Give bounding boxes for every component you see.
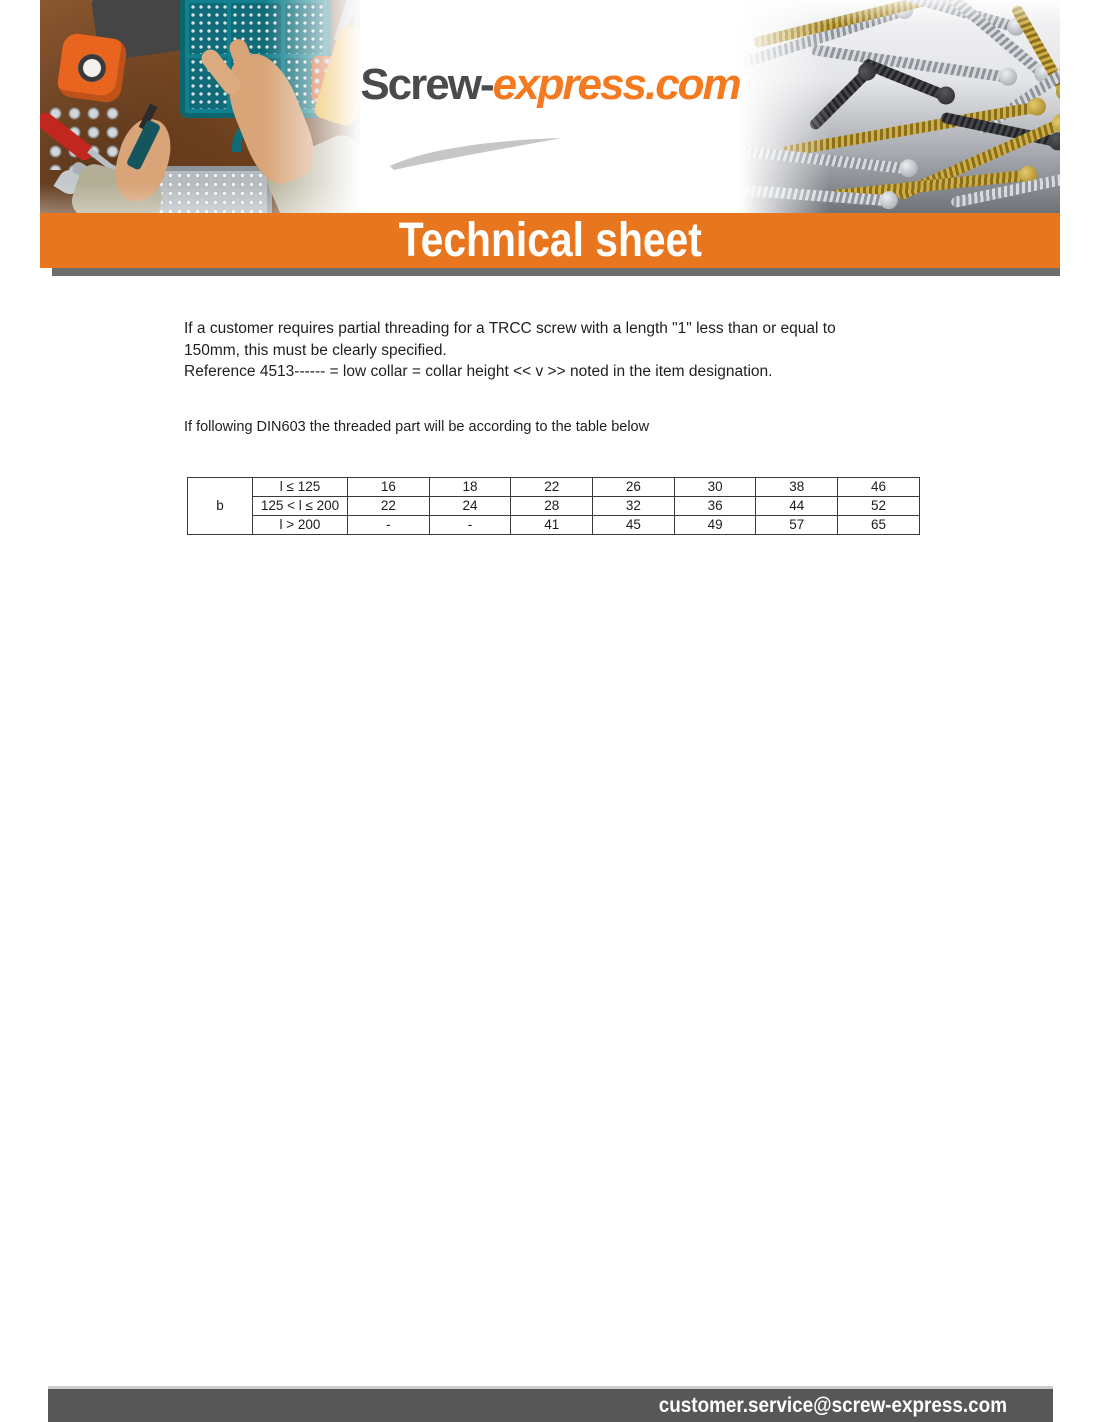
customer-service-email: customer.service@screw-express.com	[658, 1394, 1007, 1417]
value-cell: 57	[756, 516, 838, 535]
table-row	[188, 516, 920, 535]
condition-cell: l ≤ 125	[253, 478, 348, 497]
screw	[950, 171, 1060, 209]
organizer-handle	[232, 118, 290, 152]
footer-bar	[48, 1389, 1053, 1422]
banner-shadow	[52, 268, 1060, 276]
intro-line-3: Reference 4513------ = low collar = collar height << v >> noted in the item designation.	[184, 363, 773, 380]
screw	[940, 112, 1060, 148]
logo-part-orange: express.com	[492, 60, 740, 109]
value-cell: 24	[429, 497, 511, 516]
table-row	[188, 497, 920, 516]
right-hand	[216, 45, 325, 191]
screw	[740, 145, 910, 175]
screw-organizer-box	[180, 0, 332, 118]
value-cell: 52	[838, 497, 920, 516]
condition-cell: 125 < l ≤ 200	[253, 497, 348, 516]
brand-logo-text	[360, 60, 740, 110]
screw	[861, 58, 949, 102]
sleeve	[261, 129, 360, 213]
value-cell: 45	[593, 516, 675, 535]
intro-line-1: If a customer requires partial threading for a TRCC screw with a length "1" less than or equal to	[184, 320, 836, 337]
intro-line-2: 150mm, this must be clearly specified.	[184, 341, 447, 359]
table-row	[188, 478, 920, 497]
screw	[1010, 3, 1060, 95]
value-cell: 30	[674, 478, 756, 497]
screw	[896, 118, 1060, 201]
value-cell: 46	[838, 478, 920, 497]
screwdriver	[40, 109, 96, 163]
screw	[740, 185, 890, 206]
screw-pile-photo	[740, 0, 1060, 213]
value-cell: 26	[593, 478, 675, 497]
screw-tray	[134, 166, 272, 213]
din603-note: If following DIN603 the threaded part will be according to the table below	[184, 419, 650, 435]
value-cell: 41	[511, 516, 593, 535]
small-parts-box	[312, 56, 356, 102]
screw	[781, 102, 1039, 158]
value-cell: 38	[756, 478, 838, 497]
wrench	[53, 165, 86, 198]
value-cell: 49	[674, 516, 756, 535]
value-cell: 36	[674, 497, 756, 516]
screw	[862, 0, 1019, 33]
value-cell: 32	[593, 497, 675, 516]
page-title: Technical sheet	[398, 214, 702, 267]
din603-thread-table	[187, 477, 920, 535]
value-cell: -	[429, 516, 511, 535]
intro-paragraph	[184, 318, 884, 383]
sleeve	[68, 160, 166, 213]
logo-swoosh	[386, 136, 566, 170]
value-cell: 65	[838, 516, 920, 535]
title-banner	[40, 213, 1060, 268]
tape-measure	[56, 32, 128, 104]
value-cell: 22	[348, 497, 430, 516]
value-cell: 16	[348, 478, 430, 497]
screw	[977, 63, 1060, 135]
drill	[334, 0, 356, 43]
brand-logo	[360, 60, 740, 180]
screw	[933, 0, 1047, 79]
value-cell: -	[348, 516, 430, 535]
screw	[752, 0, 978, 49]
screw	[740, 5, 907, 74]
screw	[810, 44, 1010, 83]
value-cell: 28	[511, 497, 593, 516]
condition-cell: l > 200	[253, 516, 348, 535]
value-cell: 18	[429, 478, 511, 497]
workbench-photo	[40, 0, 360, 213]
left-hand	[107, 113, 178, 208]
logo-part-gray: Screw-	[360, 60, 493, 109]
value-cell: 22	[511, 478, 593, 497]
washers-cluster	[46, 104, 122, 170]
row-group-label: b	[188, 478, 253, 535]
value-cell: 44	[756, 497, 838, 516]
pliers	[126, 119, 161, 171]
sandpaper	[91, 0, 214, 62]
screw	[830, 170, 1030, 202]
screw	[808, 67, 872, 131]
